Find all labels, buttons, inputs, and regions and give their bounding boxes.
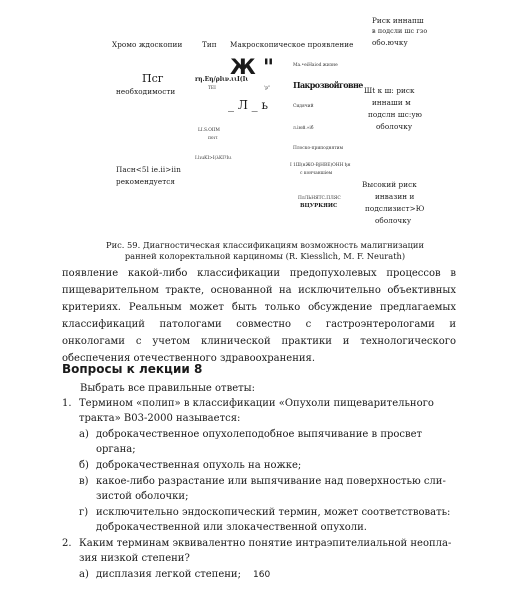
answer-1c-line2: зистой оболочки; [96, 491, 189, 502]
header-chromoendoscopy: Хромо ждоскопии [112, 40, 183, 49]
answer-2a-mark: а) [79, 569, 89, 580]
body-paragraph: появление какой-либо классификации предопухолевых процессов в пищеварительном тракте, основанной на исключительно объективных критериях. Реальным может быть только обсуждение предлагаемых классификаций патологами совместно с гастроэнтерологами и онкологами с учетом клинической практики и технологического обеспечения отечественного здравоохранения. [62, 268, 456, 365]
right-risk-2b: инвазин и [375, 192, 415, 201]
left-label-2a: Пасн<5l ie.ii>iin [116, 165, 181, 174]
section-heading: Вопросы к лекции 8 [62, 362, 203, 376]
left-label-2b: рекомендуется [116, 177, 176, 186]
type-2a: LI.S.OΙΙΜ [198, 128, 220, 133]
question-2-line2: зия низкой степени? [79, 553, 190, 564]
answer-1c-mark: в) [79, 476, 89, 487]
macro-4: л.iюй.»iб [293, 126, 314, 131]
right-risk-2d: оболочку [375, 216, 412, 225]
header-risk-line3: обо.ючку [372, 38, 408, 47]
answer-1c-line1: какое-либо разрастание или выпячивание над поверхностью сли- [96, 476, 446, 487]
right-risk-1d: оболочку [376, 122, 413, 131]
header-macroscopic: Макроскопическое проявление [230, 40, 354, 49]
figure-caption-line1: Рис. 59. Диагностическая классификациям возможность малигнизации [105, 240, 424, 250]
macro-1: Ma.•eiHaiod жизне [293, 63, 338, 68]
question-1-line2: тракта» В03-2000 называется: [79, 413, 241, 424]
answer-1a-line2: органа; [96, 444, 136, 455]
diagram-big-glyph: Ж " [230, 55, 274, 79]
type-3: I.lιuΚΙ>Ι(λΚΙ?Ιιι [195, 156, 232, 161]
type-2b: ποιτ [208, 136, 218, 141]
diagram-sub-glyph: _ Л _ ь [228, 98, 268, 112]
answer-2a-text: дисплазия легкой степени; [96, 569, 241, 580]
page-number: 160 [253, 570, 271, 580]
macro-5: Плоско-приподнятим [293, 146, 343, 151]
question-1-number: 1. [62, 398, 72, 409]
question-2-line1: Каким терминам эквивалентно понятие интраэпителиальной неопла- [79, 538, 452, 549]
macro-3: Сидячий [293, 104, 314, 109]
left-label-1b: необходимости [116, 87, 176, 96]
macro-6a: I 1Ш(нЖО-ВјНВЕ)ΟΗΗ ђн [290, 163, 351, 168]
answer-1d-line2: доброкачественной или злокачественной опухоли. [96, 522, 367, 533]
question-2-number: 2. [62, 538, 72, 549]
answer-1b-mark: б) [79, 460, 89, 471]
header-risk-line2: в подсли шс гзо [372, 27, 428, 35]
type-1b: ΤΕΙ [208, 86, 216, 91]
right-risk-1b: иннаши м [372, 98, 411, 107]
instruction-text: Выбрать все правильные ответы: [80, 383, 255, 394]
answer-1d-line1: исключительно эндоскопический термин, может соответствовать: [96, 507, 451, 518]
header-type: Тип [202, 40, 217, 49]
diagram-small-glyph: 'р" [264, 86, 271, 91]
header-risk-line1: Риск иннапш [372, 16, 424, 25]
right-risk-2a: Высокий риск [362, 180, 417, 189]
macro-7b: ВЦУРКЯИС [300, 203, 338, 209]
macro-2: Пакрозвойговне [293, 80, 363, 90]
macro-7a: ПлЛЬНЯТС.ПЛЯС [298, 196, 341, 201]
answer-1b-text: доброкачественная опухоль на ножке; [96, 460, 302, 471]
type-1a: rη.Εη/ρlιν.ιιΙ(Ιι [195, 76, 249, 83]
macro-6b: с кончаншіем [300, 171, 333, 176]
question-1-line1: Термином «полип» в классификации «Опухоли пищеварительного [79, 398, 434, 409]
answer-1a-line1: доброкачественное опухолеподобное выпячивание в просвет [96, 429, 423, 440]
left-label-1a: Псг [142, 72, 164, 85]
answer-1a-mark: а) [79, 429, 89, 440]
right-risk-1c: подслн шс:ую [368, 110, 423, 119]
figure-caption [80, 240, 450, 262]
answer-1d-mark: г) [79, 507, 89, 518]
right-risk-2c: подслизист>Ю [365, 204, 425, 213]
right-risk-1a: Шt к ш: риск [364, 86, 415, 95]
figure-caption-line2: ранней колоректальной карциномы (R. Kiesslich, M. F. Neurath) [124, 251, 406, 261]
